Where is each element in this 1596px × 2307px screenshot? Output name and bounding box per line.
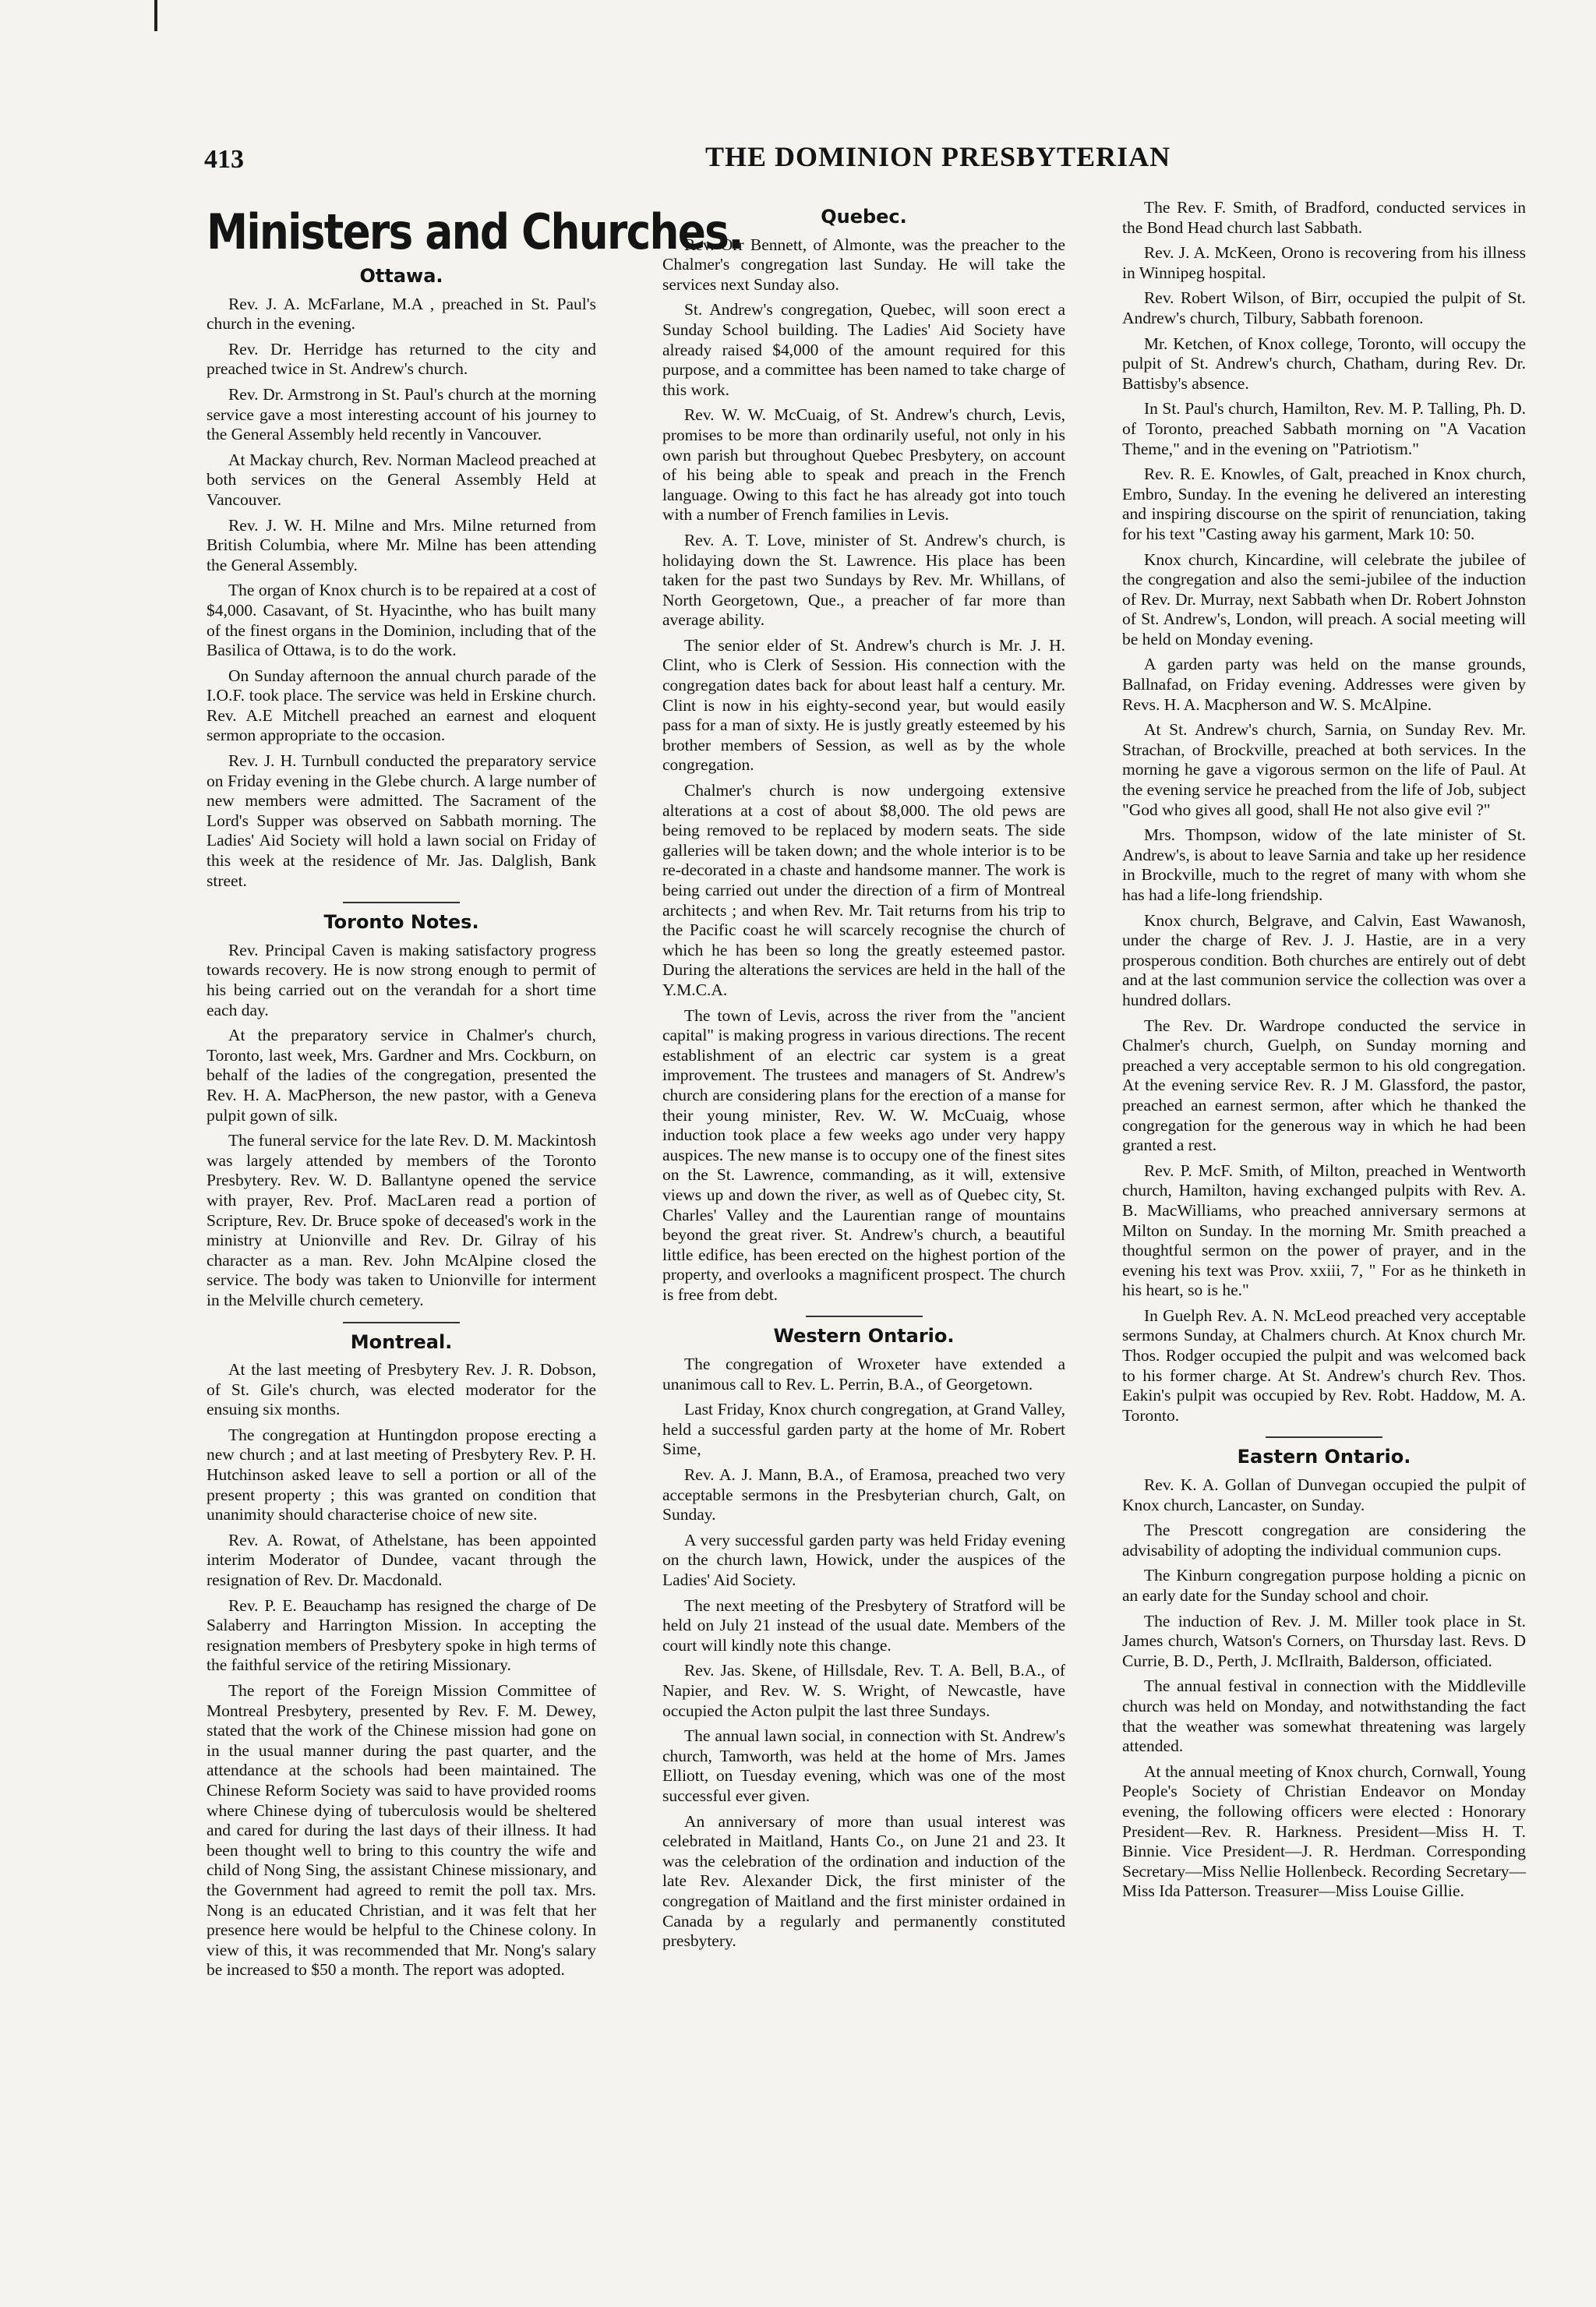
section-heading-montreal: Montreal. [350,1330,453,1353]
article-paragraph: The town of Levis, across the river from the "ancient capital" is making progress in various directions. The recent establishment of an electric car system is a great improvement. The trustees and managers of St. Andrew's church are considering plans for the erection of a manse for their young minister, Rev. W. W. McCuaig, whose induction took place a few weeks ago under very happy auspices. The new manse is to occupy one of the finest sites on the St. Lawrence, commanding, as it will, extensive views up and down the river, as well as of Quebec city, St. Charles' Valley and the Laurentian range of mountains beyond the great river. St. Andrew's church, a beautiful little edifice, has been erected on the highest portion of the property, and overlooks a magnificent prospect. The church is free from debt. [662,1005,1065,1304]
article-paragraph: The induction of Rev. J. M. Miller took place in St. James church, Watson's Corners, on Thursday last. Revs. D Currie, B. D., Perth, J. McIlraith, Balderson, officiated. [1122,1611,1526,1670]
article-paragraph: At St. Andrew's church, Sarnia, on Sunday Rev. Mr. Strachan, of Brockville, preached at both services. In the morning he gave a vigorous sermon on the life of Paul. At the evening service he preached from the life of Job, subject "God who gives all good, shall He not also give evil ?" [1122,720,1526,819]
scan-edge-rule [154,0,157,31]
article-paragraph: Rev. Robert Wilson, of Birr, occupied the pulpit of St. Andrew's church, Tilbury, Sabbath forenoon. [1122,288,1526,327]
masthead-title: Ministers and Churches. [207,203,743,260]
article-paragraph: The organ of Knox church is to be repaired at a cost of $4,000. Casavant, of St. Hyacinthe, who has built many of the finest organs in the Dominion, including that of the Basilica of Ottawa, is to do the work. [207,581,596,660]
section-body [1122,198,1526,1426]
section-body [207,1360,596,1980]
article-paragraph: At the last meeting of Presbytery Rev. J. R. Dobson, of St. Gile's church, was elected moderator for the ensuing six months. [207,1360,596,1419]
article-paragraph: Rev. J. H. Turnbull conducted the preparatory service on Friday evening in the Glebe church. A large number of new members were admitted. The Sacrament of the Lord's Supper was observed on Sabbath morning. The Ladies' Aid Society will hold a lawn social on Friday of this week at the residence of Mr. Jas. Dalglish, Bank street. [207,751,596,890]
article-paragraph: The Prescott congregation are considering the advisability of adopting the individual communion cups. [1122,1521,1526,1560]
section-divider [343,1322,460,1323]
article-paragraph: Rev. W. W. McCuaig, of St. Andrew's church, Levis, promises to be more than ordinarily useful, not only in his own parish but throughout Quebec Presbytery, on account of his being able to speak and preach in the French language. Owing to this fact he has already got into touch with a number of French families in Levis. [662,405,1065,525]
article-paragraph: In St. Paul's church, Hamilton, Rev. M. P. Talling, Ph. D. of Toronto, preached Sabbath morning on "A Vacation Theme," and in the evening on "Patriotism." [1122,399,1526,458]
article-paragraph: Rev. J. A. McFarlane, M.A , preached in St. Paul's church in the evening. [207,294,596,334]
section-body [1122,1475,1526,1902]
article-paragraph: Rev. Principal Caven is making satisfactory progress towards recovery. He is now strong enough to permit of his being carried out on the verandah for a short time each day. [207,940,596,1019]
article-paragraph: Last Friday, Knox church congregation, at Grand Valley, held a successful garden party at the home of Mr. Robert Sime, [662,1400,1065,1459]
article-paragraph: At the preparatory service in Chalmer's church, Toronto, last week, Mrs. Gardner and Mrs. Cockburn, on behalf of the ladies of the congregation, presented the Rev. H. A. MacPherson, the new pastor, with a Geneva pulpit gown of silk. [207,1026,596,1125]
article-paragraph: Mrs. Thompson, widow of the late minister of St. Andrew's, is about to leave Sarnia and take up her residence in Brockville, much to the regret of many with whom she has had a life-long friendship. [1122,825,1526,904]
article-paragraph: Mr. Ketchen, of Knox college, Toronto, will occupy the pulpit of St. Andrew's church, Chatham, during Rev. Dr. Battisby's absence. [1122,334,1526,393]
page-number: 413 [204,145,244,174]
section-heading-western: Western Ontario. [773,1325,955,1348]
article-paragraph: The Rev. F. Smith, of Bradford, conducted services in the Bond Head church last Sabbath. [1122,198,1526,237]
section-heading-eastern: Eastern Ontario. [1237,1446,1411,1468]
section-body [662,1355,1065,1952]
article-paragraph: A very successful garden party was held Friday evening on the church lawn, Howick, under the auspices of the Ladies' Aid Society. [662,1530,1065,1589]
section-body [207,941,596,1311]
article-paragraph: Knox church, Kincardine, will celebrate the jubilee of the congregation and also the semi-jubilee of the induction of Rev. Dr. Murray, next Sabbath when Dr. Robert Johnston of St. Andrew's, London, will preach. A social meeting will be held on Monday evening. [1122,549,1526,648]
article-paragraph: In Guelph Rev. A. N. McLeod preached very acceptable sermons Sunday, at Chalmers church. At Knox church Mr. Thos. Rodger occupied the pulpit and was welcomed back to his former charge. At St. Andrew's church Rev. Thos. Eakin's pulpit was occupied by Rev. Robt. Haddow, M. A. Toronto. [1122,1305,1526,1425]
article-paragraph: At the annual meeting of Knox church, Cornwall, Young People's Society of Christian Endeavor on Monday evening, the following officers were elected : Honorary President—Rev. R. Harkness. President—Miss H. T. Binnie. Vice President—J. R. Herdman. Corresponding Secretary—Miss Nellie Hollenbeck. Recording Secretary—Miss Ida Patterson. Treasurer—Miss Louise Gillie. [1122,1761,1526,1901]
article-paragraph: The report of the Foreign Mission Committee of Montreal Presbytery, presented by Rev. F. M. Dewey, stated that the work of the Chinese mission had gone on in the usual manner during the past quarter, and the attendance at the schools had been maintained. The Chinese Reform Society was said to have provided rooms where Chinese dying of tuberculosis would be sheltered and cared for during the last days of their illness. It had been thought well to bring to this country the wife and child of Nong Sing, the assistant Chinese missionary, and the Government had agreed to remit the poll tax. Mrs. Nong is an educated Christian, and it was felt that her presence here would be helpful to the Chinese colony. In view of this, it was recommended that Mr. Nong's salary be increased to $50 a month. The report was adopted. [207,1681,596,1980]
article-paragraph: The senior elder of St. Andrew's church is Mr. J. H. Clint, who is Clerk of Session. His connection with the congregation dates back for about least half a century. Mr. Clint is now in his eighty-second year, but would easily pass for a man of sixty. He is justly greatly esteemed by his brother members of Session, as well as by the whole congregation. [662,635,1065,775]
article-paragraph: An anniversary of more than usual interest was celebrated in Maitland, Hants Co., on June 21 and 23. It was the celebration of the ordination and induction of the late Rev. Alexander Dick, the first minister of the congregation of Maitland and the first minister ordained in Canada by a regularly and permanently constituted presbytery. [662,1811,1065,1951]
article-paragraph: The annual lawn social, in connection with St. Andrew's church, Tamworth, was held at the home of Mrs. James Elliott, on Tuesday evening, which was one of the most successful ever given. [662,1726,1065,1805]
column-2 [662,201,1065,1957]
article-paragraph: Rev. Jas. Skene, of Hillsdale, Rev. T. A. Bell, B.A., of Napier, and Rev. W. S. Wright, of Newcastle, have occupied the Acton pulpit the last three Sundays. [662,1661,1065,1720]
article-paragraph: The congregation at Huntingdon propose erecting a new church ; and at last meeting of Presbytery Rev. P. H. Hutchinson asked leave to sell a portion or all of the present property ; this was granted on condition that unanimity should characterise choice of new site. [207,1425,596,1524]
article-paragraph: A garden party was held on the manse grounds, Ballnafad, on Friday evening. Addresses were given by Revs. H. A. Macpherson and W. S. McAlpine. [1122,655,1526,714]
article-paragraph: The Rev. Dr. Wardrope conducted the service in Chalmer's church, Guelph, on Sunday morning and preached a very acceptable sermon to his old congregation. At the evening service Rev. R. J M. Glassford, the pastor, preached an earnest sermon, after which he thanked the congregation for the generous way in which he had been granted a rest. [1122,1016,1526,1155]
article-paragraph: Knox church, Belgrave, and Calvin, East Wawanosh, under the charge of Rev. J. J. Hastie, are in a very prosperous condition. Both churches are entirely out of debt and at the last communion service the collection was over a hundred dollars. [1122,910,1526,1009]
article-paragraph: Rev. A. J. Mann, B.A., of Eramosa, preached two very acceptable sermons in the Presbyterian church, Galt, on Sunday. [662,1465,1065,1524]
section-divider [806,1316,923,1317]
article-paragraph: Chalmer's church is now undergoing extensive alterations at a cost of about $8,000. The old pews are being removed to be replaced by modern seats. The side galleries will be taken down; and the whole interior is to be re-decorated in a chaste and handsome manner. The work is being carried out under the direction of a firm of Montreal architects ; and when Rev. Mr. Tait returns from his trip to the Pacific coast he will scarcely recognise the church of which he has been so long the greatly esteemed pastor. During the alterations the services are held in the hall of the Y.M.C.A. [662,781,1065,999]
section-divider [1266,1436,1382,1438]
article-paragraph: Rev. R. E. Knowles, of Galt, preached in Knox church, Embro, Sunday. In the evening he delivered an interesting and inspiring discourse on the spirit of renunciation, taking for his text "Casting away his garment, Mark 10: 50. [1122,465,1526,543]
article-paragraph: The annual festival in connection with the Middleville church was held on Monday, and notwithstanding the fact that the weather was somewhat threatening was largely attended. [1122,1676,1526,1756]
section-divider [343,902,460,903]
section-heading-toronto: Toronto Notes. [323,911,479,934]
article-paragraph: Rev. P. McF. Smith, of Milton, preached in Wentworth church, Hamilton, having exchanged pulpits with Rev. A. B. MacWilliams, who preached anniversary sermons at Milton on Sunday. In the morning Mr. Smith preached a thoughtful sermon on the power of prayer, and in the evening his text was Prov. xxiii, 7, " For as he thinketh in his heart, so is he." [1122,1161,1526,1300]
article-paragraph: Rev. A. T. Love, minister of St. Andrew's church, is holidaying down the St. Lawrence. His place has been taken for the past two Sundays by Rev. Mr. Whillans, of North Georgetown, Que., a preacher of far more than average ability. [662,530,1065,630]
article-paragraph: Rev. Orr Bennett, of Almonte, was the preacher to the Chalmer's congregation last Sunday. He will take the services next Sunday also. [662,235,1065,294]
running-head: THE DOMINION PRESBYTERIAN [705,141,1171,172]
article-paragraph: Rev. A. Rowat, of Athelstane, has been appointed interim Moderator of Dundee, vacant through the resignation of Rev. Dr. Macdonald. [207,1530,596,1590]
section-heading-quebec: Quebec. [821,206,907,228]
section-heading-ottawa: Ottawa. [359,265,443,287]
column-3 [1122,198,1526,1907]
article-paragraph: The funeral service for the late Rev. D. M. Mackintosh was largely attended by members of the Toronto Presbytery. Rev. W. D. Ballantyne opened the service with prayer, Rev. Prof. MacLaren read a portion of Scripture, Rev. Dr. Bruce spoke of deceased's work in the ministry at Unionville and Rev. Dr. Gilray of his character as a man. Rev. John McAlpine closed the service. The body was taken to Unionville for interment in the Melville church cemetery. [207,1131,596,1309]
section-body [662,235,1065,1305]
article-paragraph: The congregation of Wroxeter have extended a unanimous call to Rev. L. Perrin, B.A., of Georgetown. [662,1355,1065,1394]
section-body [207,295,596,892]
article-paragraph: At Mackay church, Rev. Norman Macleod preached at both services on the General Assembly Held at Vancouver. [207,450,596,509]
article-paragraph: Rev. Dr. Armstrong in St. Paul's church at the morning service gave a most interesting account of his journey to the General Assembly held recently in Vancouver. [207,384,596,444]
article-paragraph: St. Andrew's congregation, Quebec, will soon erect a Sunday School building. The Ladies' Aid Society have already raised $4,000 of the amount required for this purpose, and a committee has been named to take charge of this work. [662,300,1065,399]
article-paragraph: On Sunday afternoon the annual church parade of the I.O.F. took place. The service was held in Erskine church. Rev. A.E Mitchell preached an earnest and eloquent sermon appropriate to the occasion. [207,666,596,745]
article-paragraph: Rev. J. W. H. Milne and Mrs. Milne returned from British Columbia, where Mr. Milne has been attending the General Assembly. [207,515,596,574]
article-paragraph: Rev. J. A. McKeen, Orono is recovering from his illness in Winnipeg hospital. [1122,243,1526,282]
article-paragraph: Rev. P. E. Beauchamp has resigned the charge of De Salaberry and Harrington Mission. In accepting the resignation members of Presbytery spoke in high terms of the faithful service of the retiring Missionary. [207,1595,596,1675]
article-paragraph: Rev. Dr. Herridge has returned to the city and preached twice in St. Andrew's church. [207,339,596,379]
article-paragraph: Rev. K. A. Gollan of Dunvegan occupied the pulpit of Knox church, Lancaster, on Sunday. [1122,1475,1526,1514]
article-paragraph: The Kinburn congregation purpose holding a picnic on an early date for the Sunday school and choir. [1122,1566,1526,1605]
article-paragraph: The next meeting of the Presbytery of Stratford will be held on July 21 instead of the usual date. Members of the court will kindly note this change. [662,1595,1065,1655]
column-1 [207,195,743,1986]
